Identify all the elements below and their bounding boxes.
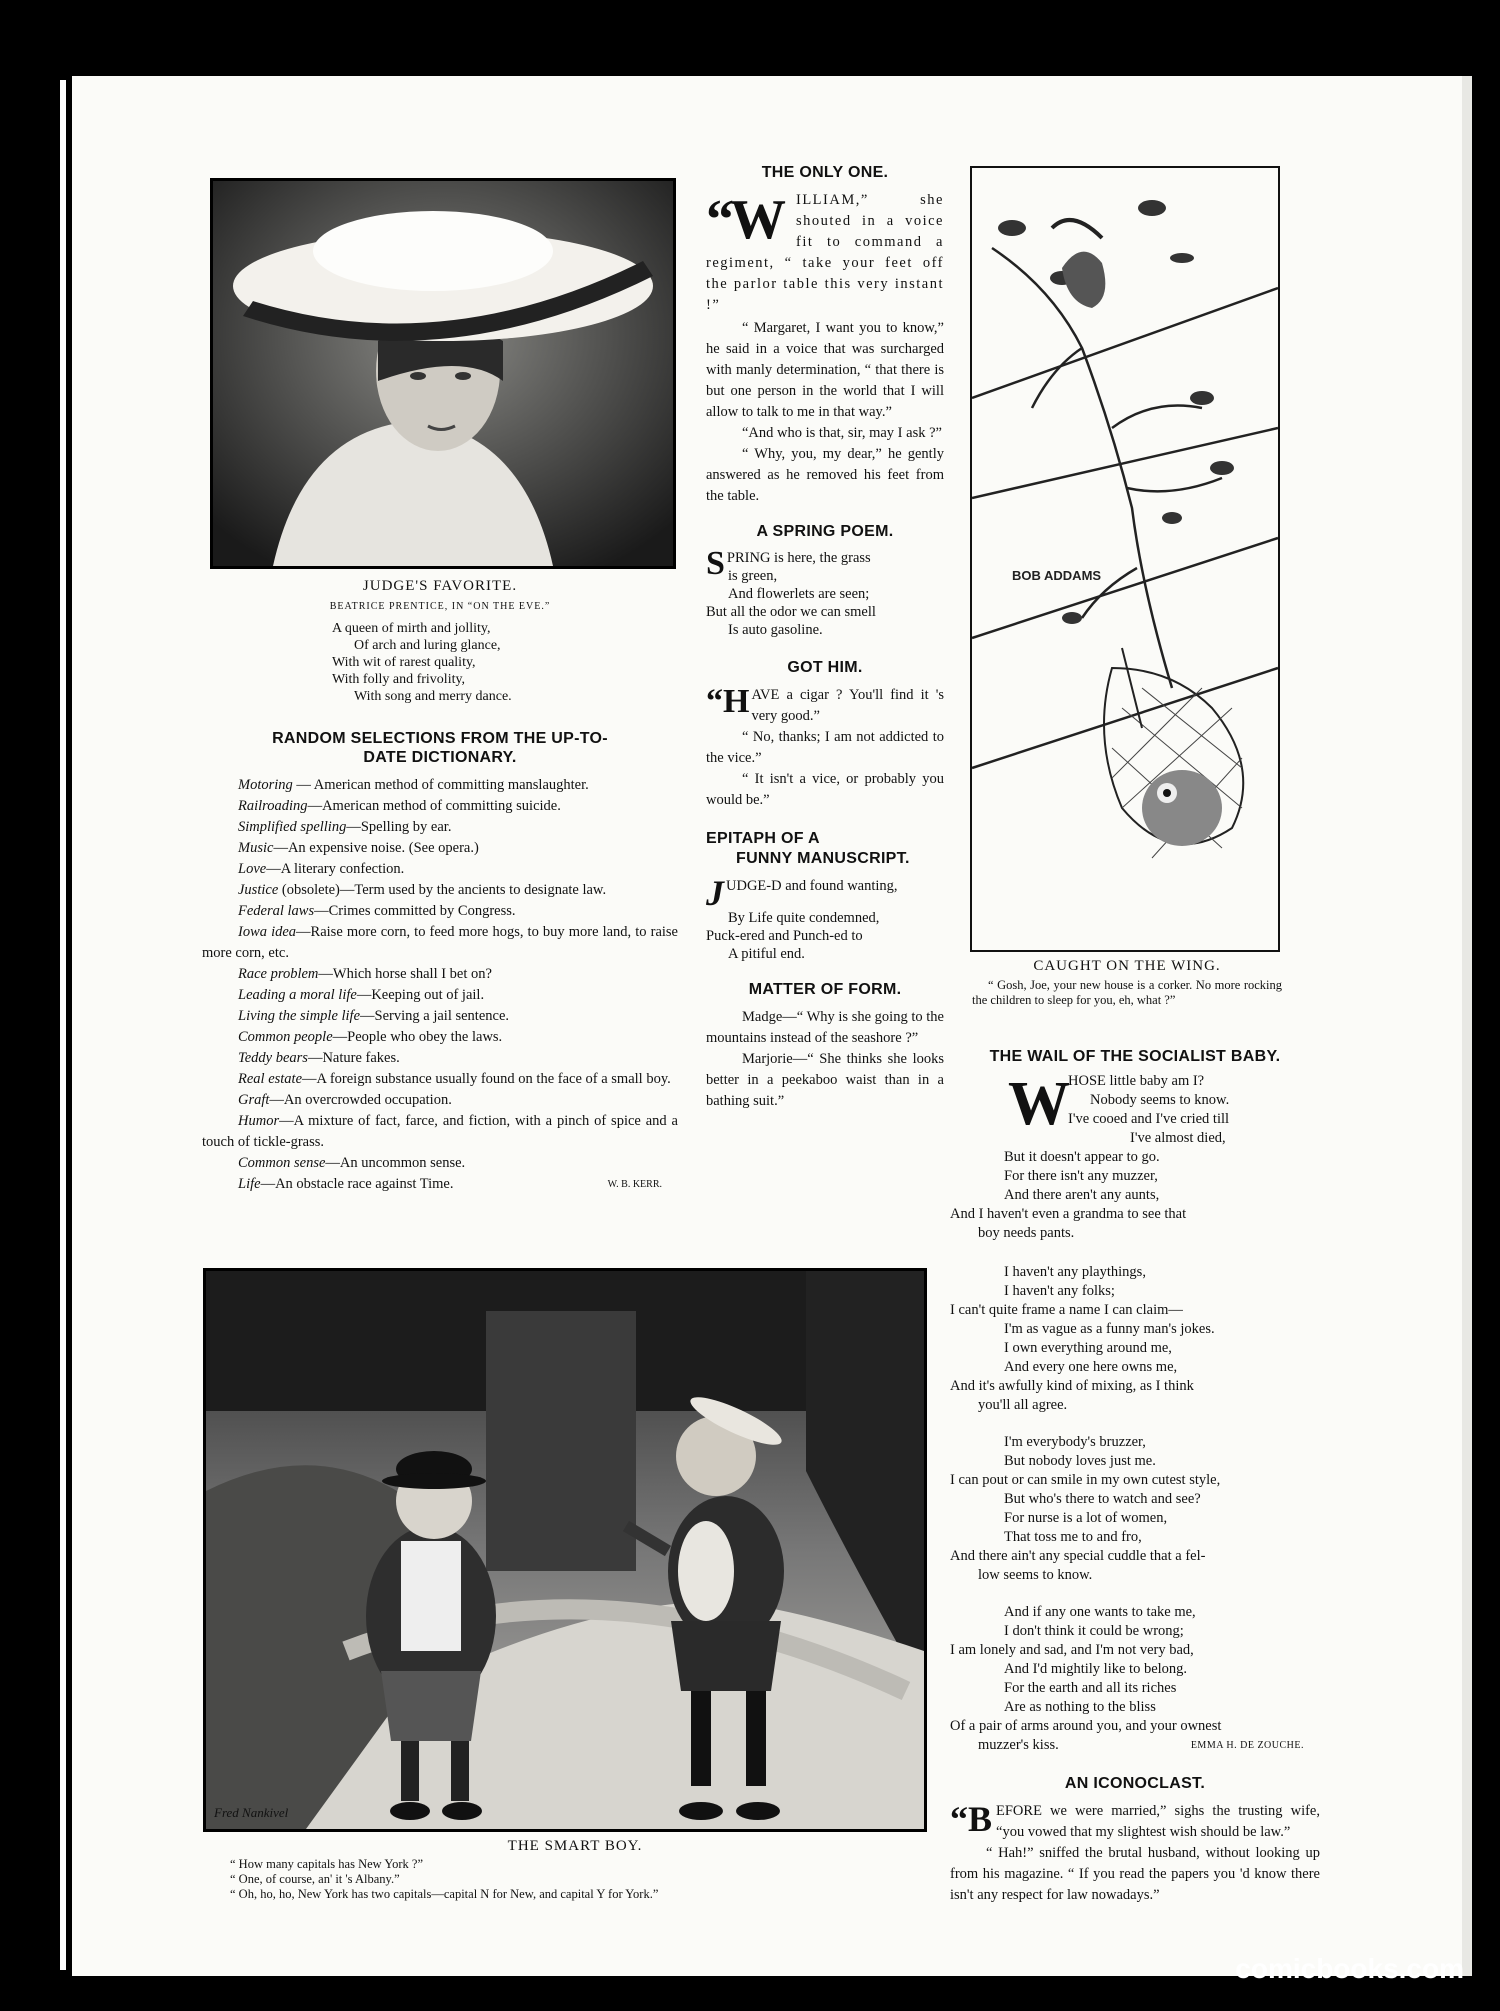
smart-boy-title: THE SMART BOY. xyxy=(507,1838,643,1854)
form-p2: Marjorie—“ She thinks she looks better in a peekaboo waist than in a bathing suit.” xyxy=(706,1051,944,1109)
dictionary-entry: Federal laws—Crimes committed by Congress. xyxy=(238,903,516,919)
verse-line: With folly and frivolity, xyxy=(332,672,466,687)
wail-line: Nobody seems to know. xyxy=(1090,1092,1230,1108)
dictionary-entry: Humor—A mixture of fact, farce, and fiction, with a pinch of spice and a touch of tickle-grass. xyxy=(202,1113,678,1150)
dictionary-entries xyxy=(202,775,678,1195)
iconoclast-p1: “BEFORE we were married,” sighs the trusting wife, “you vowed that my slightest wish should be law.” xyxy=(950,1799,1320,1840)
dictionary-entry: Race problem—Which horse shall I bet on? xyxy=(238,966,492,982)
random-heading: RANDOM SELECTIONS FROM THE UP-TO-DATE DICTIONARY. xyxy=(272,730,608,766)
epitaph-line: By Life quite condemned, xyxy=(728,910,880,926)
only-one-dropcap: “W xyxy=(706,189,782,251)
spring-line: is green, xyxy=(728,568,778,584)
wail-line: I don't think it could be wrong; xyxy=(1004,1623,1184,1639)
wail-line: And I haven't even a grandma to see that xyxy=(950,1206,1187,1222)
dictionary-entry: Teddy bears—Nature fakes. xyxy=(238,1050,400,1066)
dictionary-entry: Leading a moral life—Keeping out of jail. xyxy=(238,987,485,1003)
wail-line: And every one here owns me, xyxy=(1004,1359,1178,1375)
spring-poem xyxy=(706,545,944,639)
wail-stanza-1 xyxy=(950,1072,1320,1243)
cartoon-artist-signature: BOB ADDAMS xyxy=(1012,568,1102,583)
spring-line: But all the odor we can smell xyxy=(706,604,876,620)
smart-boy-artist-signature: Fred Nankivel xyxy=(214,1805,289,1820)
cartoon-title: CAUGHT ON THE WING. xyxy=(1033,958,1221,974)
cartoon-caught-on-wing xyxy=(970,166,1280,952)
got-him-p2: “ No, thanks; I am not addicted to the vice.” xyxy=(706,729,944,766)
wail-line: But nobody loves just me. xyxy=(1004,1453,1156,1469)
wail-line: I've cooed and I've cried till xyxy=(1068,1111,1230,1127)
only-one-p2: “ Margaret, I want you to know,” he said in a voice that was surcharged with manly determination, “ that there is but one person in the world that I will allow to talk to me in that way.” xyxy=(706,320,944,420)
wail-line: For the earth and all its riches xyxy=(1004,1680,1177,1696)
random-signature: W. B. KERR. xyxy=(607,1179,662,1190)
wail-line: I haven't any playthings, xyxy=(1004,1264,1146,1280)
wail-stanza-2 xyxy=(950,1263,1320,1415)
dictionary-entry: Graft—An overcrowded occupation. xyxy=(238,1092,452,1108)
page-edge-left xyxy=(60,80,66,1970)
site-watermark: comicbooks.com xyxy=(1235,1953,1464,1984)
portrait-verse xyxy=(332,620,678,705)
epitaph-dropcap: J xyxy=(706,873,724,913)
verse-line: With wit of rarest quality, xyxy=(332,655,476,670)
wail-line: And there aren't any aunts, xyxy=(1004,1187,1160,1203)
wail-line: And I'd mightily like to belong. xyxy=(1004,1661,1188,1677)
portrait-photo xyxy=(210,178,676,569)
wail-stanza-4 xyxy=(950,1603,1320,1755)
wail-line: I can pout or can smile in my own cutest style, xyxy=(950,1472,1221,1488)
wail-line: I'm as vague as a funny man's jokes. xyxy=(1004,1321,1215,1337)
portrait-caption-title: JUDGE'S FAVORITE. xyxy=(362,578,518,594)
got-him-dropcap: “H xyxy=(706,683,750,720)
wail-line: Are as nothing to the bliss xyxy=(1004,1699,1156,1715)
iconoclast-heading: AN ICONOCLAST. xyxy=(1064,1775,1206,1792)
got-him-p3: “ It isn't a vice, or probably you would be.” xyxy=(706,771,944,808)
wail-line: For there isn't any muzzer, xyxy=(1004,1168,1158,1184)
only-one-heading: THE ONLY ONE. xyxy=(761,164,889,181)
wail-heading: THE WAIL OF THE SOCIALIST BABY. xyxy=(989,1048,1281,1065)
wail-line-last: muzzer's kiss. EMMA H. DE ZOUCHE. xyxy=(950,1736,1320,1755)
epitaph-heading: EPITAPH OF A FUNNY MANUSCRIPT. xyxy=(706,830,910,867)
wail-line: you'll all agree. xyxy=(978,1397,1068,1413)
form-p1: Madge—“ Why is she going to the mountains instead of the seashore ?” xyxy=(706,1009,944,1046)
smart-boy-caption xyxy=(230,1838,920,1902)
verse-line: Of arch and luring glance, xyxy=(354,638,501,653)
spring-heading: A SPRING POEM. xyxy=(756,523,894,540)
smart-boy-line: “ One, of course, an' it 's Albany.” xyxy=(230,1872,400,1886)
wail-line: But who's there to watch and see? xyxy=(1004,1491,1201,1507)
wail-line: But it doesn't appear to go. xyxy=(1004,1149,1160,1165)
dictionary-entry: Music—An expensive noise. (See opera.) xyxy=(238,840,479,856)
wail-line: That toss me to and fro, xyxy=(1004,1529,1142,1545)
dictionary-entry: Real estate—A foreign substance usually found on the face of a small boy. xyxy=(238,1071,671,1087)
wail-line: And there ain't any special cuddle that a fel- xyxy=(950,1548,1206,1564)
epitaph-line: A pitiful end. xyxy=(728,946,805,962)
epitaph-line: UDGE-D and found wanting, xyxy=(726,878,898,894)
wail-line: And it's awfully kind of mixing, as I think xyxy=(950,1378,1194,1394)
dictionary-entry: Common sense—An uncommon sense. xyxy=(238,1155,466,1171)
dictionary-entry: Living the simple life—Serving a jail sentence. xyxy=(238,1008,510,1024)
left-column xyxy=(202,578,678,1195)
wail-line: Of a pair of arms around you, and your ownest xyxy=(950,1718,1222,1734)
wail-line: I've almost died, xyxy=(1130,1130,1226,1146)
cartoon-caption xyxy=(972,958,1282,1008)
wail-column xyxy=(950,1048,1320,1906)
verse-line: With song and merry dance. xyxy=(354,689,512,704)
wail-line: HOSE little baby am I? xyxy=(1068,1073,1205,1089)
dictionary-entry: Common people—People who obey the laws. xyxy=(238,1029,503,1045)
portrait-caption-subtitle: BEATRICE PRENTICE, IN “ON THE EVE.” xyxy=(329,601,551,612)
smart-boy-illustration xyxy=(203,1268,927,1832)
dictionary-entry: Iowa idea—Raise more corn, to feed more hogs, to buy more land, to raise more corn, etc. xyxy=(202,924,678,961)
epitaph-poem xyxy=(706,873,944,963)
wail-signature: EMMA H. DE ZOUCHE. xyxy=(1190,1740,1304,1751)
dictionary-entry: Railroading—American method of committing suicide. xyxy=(238,798,561,814)
middle-column xyxy=(706,164,944,1112)
got-him-p1: “HAVE a cigar ? You'll find it 's very good.” xyxy=(706,683,944,724)
wail-line: I'm everybody's bruzzer, xyxy=(1004,1434,1146,1450)
only-one-p1: “WILLIAM,” she shouted in a voice fit to command a regiment, “ take your feet off the parlor table this very instant !” xyxy=(706,189,944,313)
verse-line: A queen of mirth and jollity, xyxy=(332,621,491,636)
dictionary-entry: Justice (obsolete)—Term used by the ancients to designate law. xyxy=(238,882,607,898)
wail-line: I own everything around me, xyxy=(1004,1340,1172,1356)
wail-line: I am lonely and sad, and I'm not very bad, xyxy=(950,1642,1194,1658)
dictionary-entry: Life—An obstacle race against Time. W. B. KERR. xyxy=(202,1174,678,1195)
cartoon-quote: “ Gosh, Joe, your new house is a corker. No more rocking the children to sleep for you, eh, what ?” xyxy=(972,978,1282,1007)
epitaph-line: Puck-ered and Punch-ed to xyxy=(706,928,863,944)
iconoclast-p2: “ Hah!” sniffed the brutal husband, without looking up from his magazine. “ If you read the papers you 'd know there isn't any respect for law nowadays.” xyxy=(950,1845,1320,1903)
wail-line: boy needs pants. xyxy=(978,1225,1075,1241)
wail-line: low seems to know. xyxy=(978,1567,1093,1583)
wail-dropcap: W xyxy=(1008,1070,1070,1138)
got-him-heading: GOT HIM. xyxy=(787,659,863,676)
dictionary-entry: Love—A literary confection. xyxy=(238,861,405,877)
wail-stanza-3 xyxy=(950,1433,1320,1585)
spring-line: Is auto gasoline. xyxy=(728,622,823,638)
spring-line: And flowerlets are seen; xyxy=(728,586,870,602)
dictionary-entry: Motoring — American method of committing manslaughter. xyxy=(238,777,589,793)
wail-line: I haven't any folks; xyxy=(1004,1283,1115,1299)
spring-dropcap: S xyxy=(706,545,725,582)
only-one-p4: “ Why, you, my dear,” he gently answered as he removed his feet from the table. xyxy=(706,446,944,504)
smart-boy-line: “ How many capitals has New York ?” xyxy=(230,1857,424,1871)
form-heading: MATTER OF FORM. xyxy=(748,981,902,998)
dictionary-entry: Simplified spelling—Spelling by ear. xyxy=(238,819,452,835)
spring-line: PRING is here, the grass xyxy=(726,550,871,566)
wail-line: I can't quite frame a name I can claim— xyxy=(950,1302,1183,1318)
iconoclast-dropcap: “B xyxy=(950,1799,993,1839)
page-edge-right xyxy=(1462,76,1472,1976)
only-one-p3: “And who is that, sir, may I ask ?” xyxy=(742,425,942,441)
smart-boy-line: “ Oh, ho, ho, New York has two capitals—capital N for New, and capital Y for York.” xyxy=(230,1887,659,1901)
wail-line: For nurse is a lot of women, xyxy=(1004,1510,1168,1526)
wail-line: And if any one wants to take me, xyxy=(1004,1604,1196,1620)
